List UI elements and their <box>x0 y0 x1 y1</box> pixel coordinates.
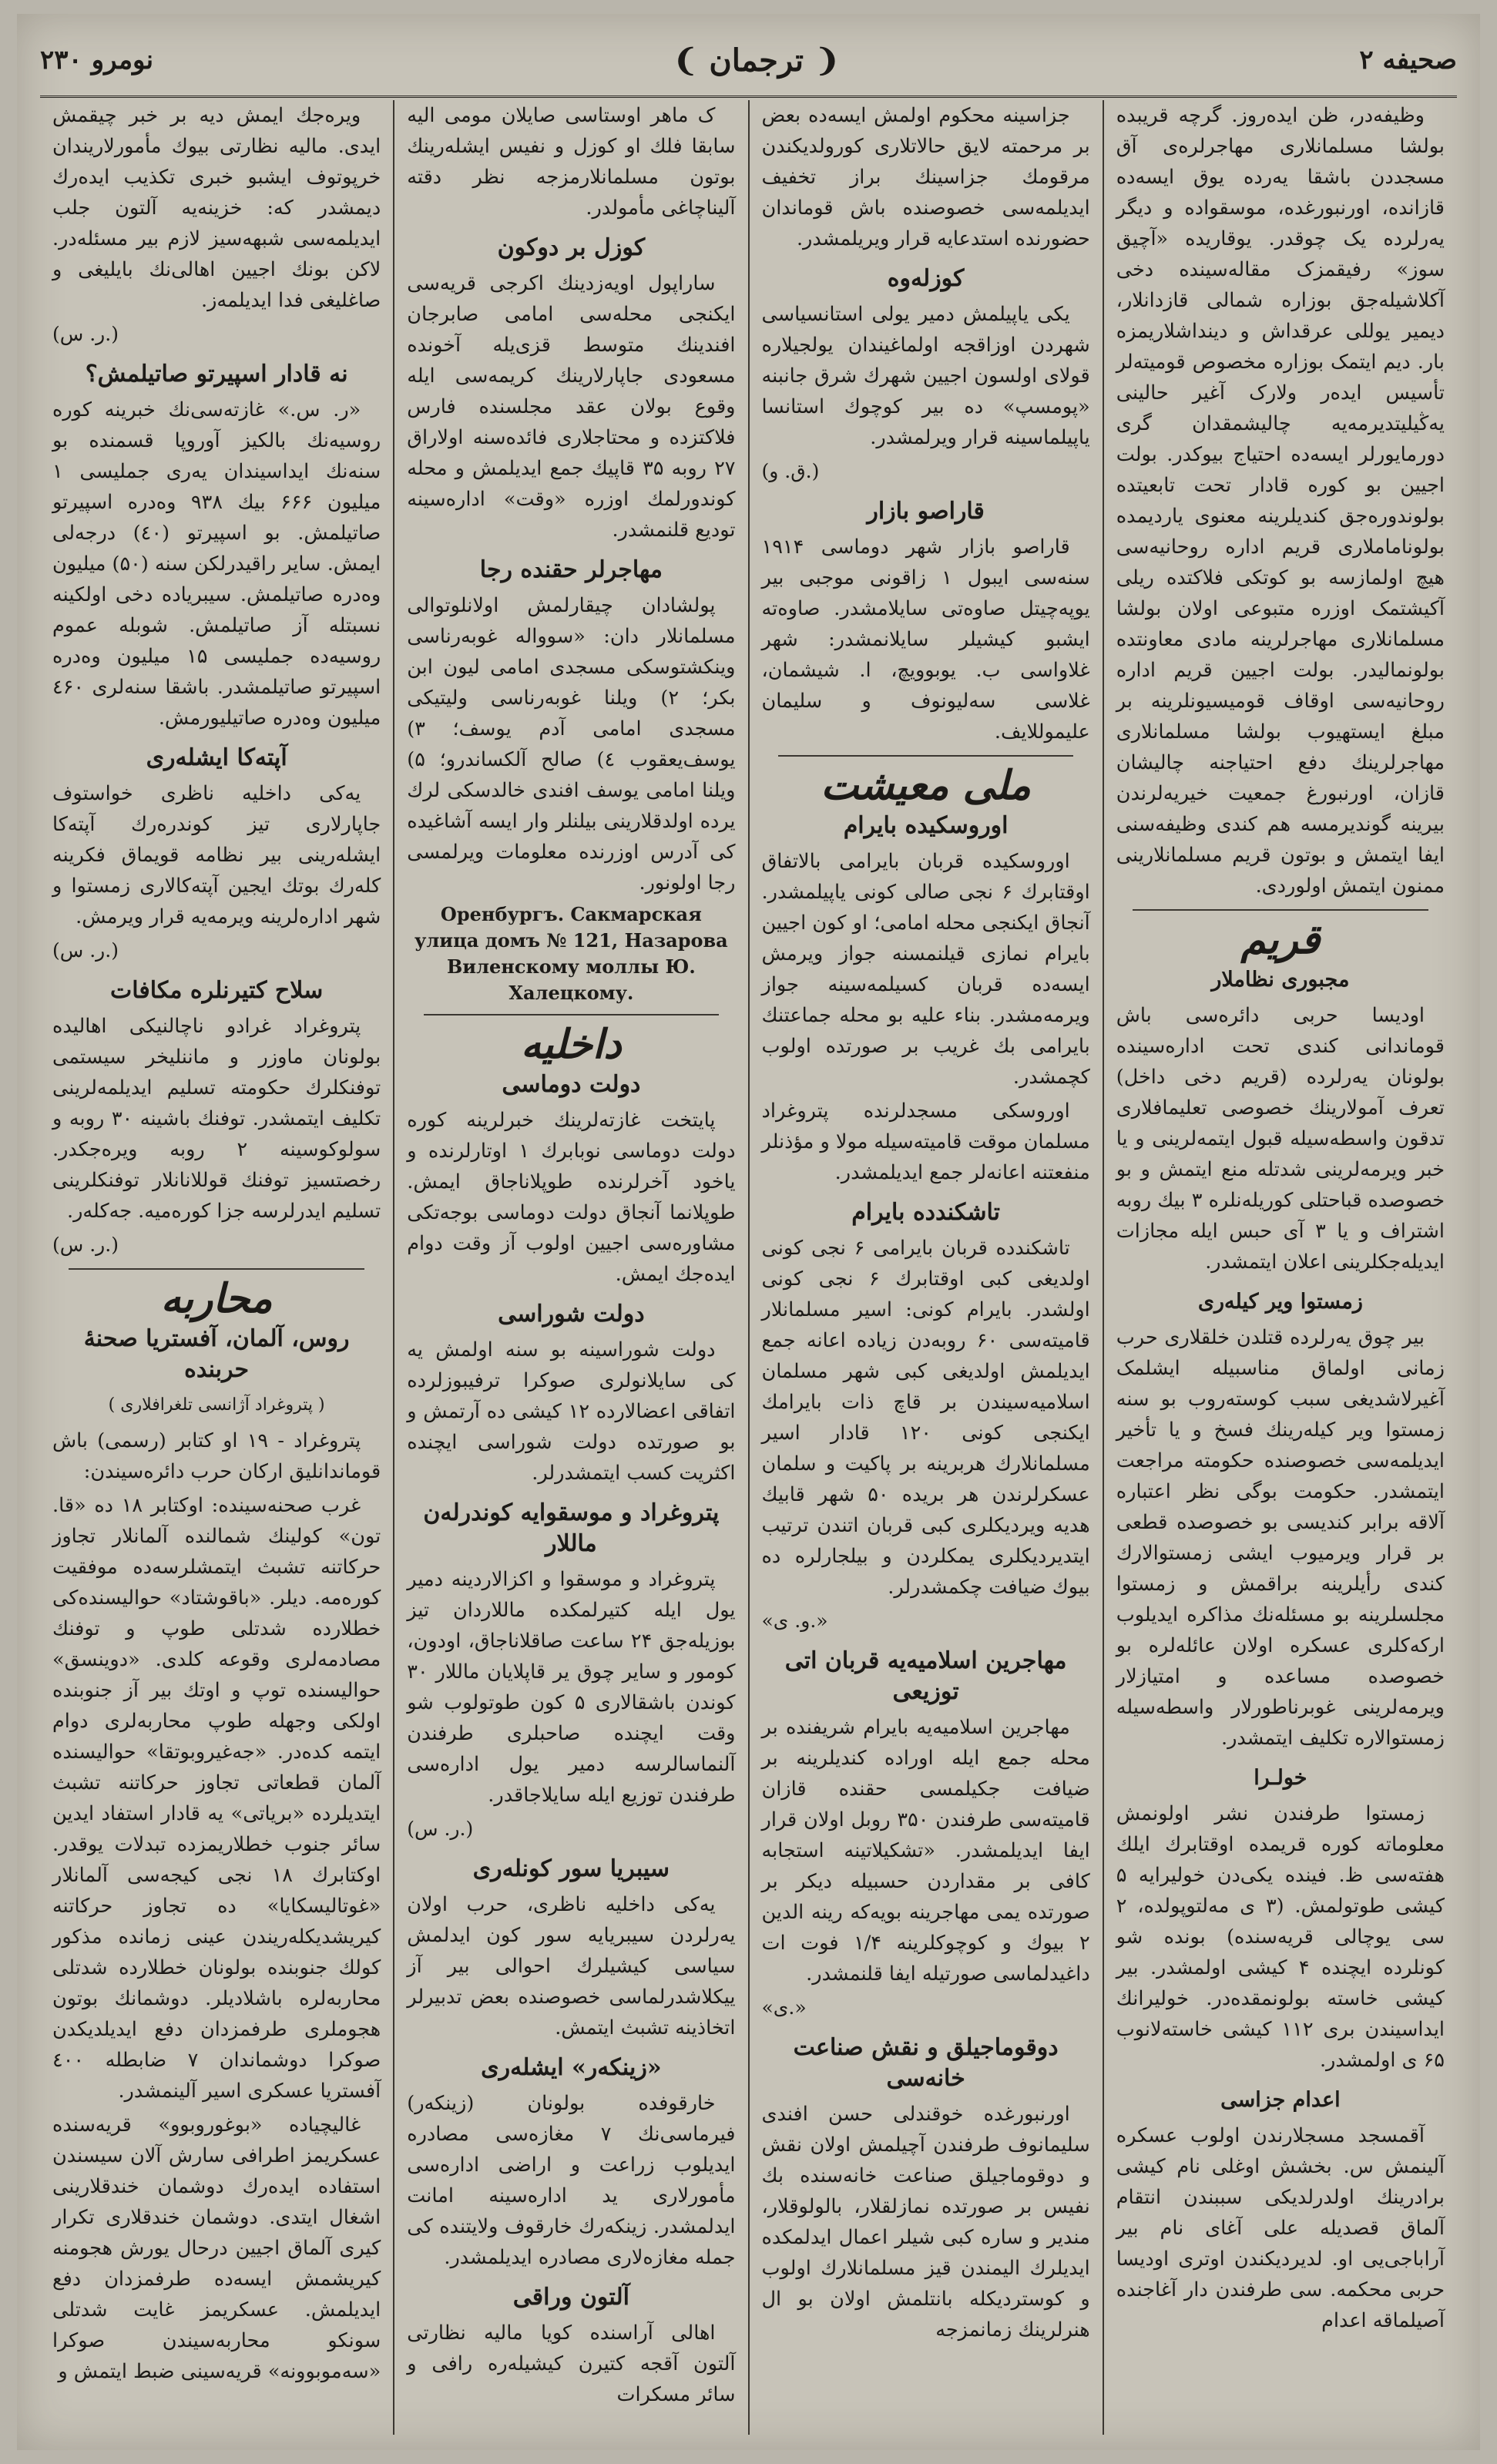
divider <box>778 755 1074 757</box>
paragraph: پتروغراد و موسقوا و اکزالاردینه دمیر یول ایله کتیرلمکده ماللاردان تیز بوزیله‌جق ۲۴ ساعت صاقلاناجاق، اودون، کومور و سایر چوق یر قاپلایان ماللار ۳۰ کوندن باشقالاری ۵ کون طوتولوب شو وقت ایچنده صاحبلری طرفندن آلنماسالرسه دمیر یول اداره‌سی طرفندن توزیع ایله سایلاجاقدر. <box>407 1568 736 1807</box>
article-title: اوروسکیده بایرام <box>843 812 1009 839</box>
paragraph: غالیچیاده «بوغوروبوو» قریه‌سنده عسکریمز اطرافی سارش آلان سیسندن استفاده ایده‌رك دوشمان خندقلارینی اشغال ایتدی. دوشمان خندقلاری تکرار کیری آلماق اجیین درحال یورش هجومنه کیریشمش ایسه‌ده طرفمزدان دفع ایدیلمش. عسکریمز غایت شدتلی سونکو محاربه‌سیندن صوکرا «سه‌موبوونه» قریه‌سینی ضبط ایتمش و <box>52 2113 381 2383</box>
subheading: مجبوری نظاملار <box>1211 968 1350 992</box>
paragraph: ساراپول اویه‌زدینك اکرجی قریه‌سی ایکنجی محله‌سی امامی صابرجان افندینك متوسط قزی‌یله آخونده مسعودی جاپارلارینك کریمه‌سی ایله وقوع بولان عقد مجلسنده فارس فلاکتزده و محتاجلاری فائده‌سنه اولاراق ۲۷ روبه ۳۵ قاپیك جمع ایدیلمش و محله کوندورلمك اوزره «وقت» اداره‌سینه تودیع قلنمشدر. <box>407 272 736 542</box>
subheading: خولـرا <box>1254 1766 1307 1790</box>
signature: «و. ی.» <box>761 1610 828 1632</box>
paragraph: مهاجرین اسلامیه‌یه بایرام شریفنده بر محله جمع ایله اوراده کندیلرینه بر ضیافت جکیلمسی حقنده قازان قامیته‌سی طرفندن ۳۵۰ روبل اولان قرار ایفا ایدیلمشدر. «تشکیلاتینه استجابه کافی بر مقداردن حسبیله دیکر بر صورتده یمی مهاجرینه بویه‌که رینه الدین ۲ بیوك و کوچوکلرینه ۱/۴ فوت ات داغیدلماسی صورتیله ایفا قلنمشدر. <box>761 1716 1090 1986</box>
article-title: کوزله‌وه <box>887 265 965 292</box>
paragraph: اودیسا حربی دائره‌سی باش قوماندانی کندی تحت اداره‌سینده بولونان یه‌رلرده (قریم دخی داخل) تعرف آمولارینك خصوصی تعلیمافلاری تدقون واسطه‌سیله قبول ایتمه‌لرینی و یا خبر ویرمه‌لرینی شدتله منع ایتمش و بو خصوصده قباحتلی کوریله‌نلره ۳ بیك روبه اشتراف و یا ۳ آی حبس ایله مجازات ایدیله‌جکلرینی اعلان ایتمشدر. <box>1116 1004 1445 1274</box>
article-title: مهاجرین اسلامیه‌یه قربان اتی توزیعی <box>784 1647 1067 1705</box>
newspaper-page <box>17 14 1480 2450</box>
article-title: آلتون وراقی <box>512 2284 629 2311</box>
section-heading-qirim: قریم <box>1240 916 1321 963</box>
paragraph: غرب صحنه‌سینده: اوکتابر ۱۸ ده «قا. تون» کولینك شمالنده آلمانلار تجاوز حرکاتنه تشبث ایتمشلرسه‌ده موفقیت کوره‌مه. دیلر. «باقوشتاد» حوالیسنده‌کی خطلارده شدتلی طوپ و توفنك مصادمه‌لری وقوعه کلدی. «دوینسق» حوالیسنده توپ و اوتك بیر آز جنوبنده اولکی وجهله طوپ محاربه‌لری دوام ایتمه کده‌در. «جه‌غیروبوتقا» حوالیسنده آلمان قطعاتی تجاوز حرکاتنه تشبث ایتدیلرده «بریاتی» یه قادار استفاد ایدین سائر جنوب خطلاریمزده تبدلات یوقدر. اوکتابرك ۱۸ نجی کیجه‌سی آلمانلار «غوتالیسکایا» ده تجاوز حرکاتنه کیریشدیکله‌ریندن عینی زمانده مذکور کولك جنوبنده بولونان خطلارده شدتلی محاربه‌لره باشلادیلر. دوشمانك بوتون هجوملری طرفمزدان دفع ایدیلدیکدن صوکرا دوشماندان ۷ ضابطله ٤۰۰ آفستریا عسکری اسیر آلینمشدر. <box>52 1494 381 2103</box>
column-3 <box>393 100 747 2435</box>
subheading: اعدام جزاسی <box>1220 2088 1341 2112</box>
paragraph: «ر. س.» غازته‌سی‌نك خبرینه کوره روسیه‌نك بالکیز آوروپا قسمنده بو سنه‌نك ایداسیندان یه‌ری جملیسی ۱ میلیون ۶۶۶ بیك ۹۳۸ وه‌دره اسپیرتو صاتیلمش. بو اسپیرتو (٤۰) درجه‌لی ایمش. سایر راقیدرلکن سنه (۵۰) میلیون وه‌دره صاتیلمش. سیبریاده دخی اولکینه نسبتله آز صاتیلمش. شوبله عموم روسیه‌ده جملیسی ۱۵ میلیون وه‌دره اسپیرتو صاتیلمشدر. باشقا سنه‌لری ٤۶۰ میلیون وه‌دره صاتیلیورمش. <box>52 398 381 730</box>
section-heading-muharebe: محاربه <box>160 1275 273 1322</box>
signature: (ر. س.) <box>52 939 119 962</box>
article-title: نه قادار اسپیرتو صاتیلمش؟ <box>85 361 348 388</box>
paragraph: خارقوفده بولونان (زینکه‌ر) فیرماسی‌نك ۷ مغازه‌سی مصادره ایدیلوب زراعت و اراضی اداره‌سی مأمورلاری ید اداره‌سینه امانت ایدلمشدر. زینکه‌رك خارقوف ولایتنده‌ کی جمله مغازه‌لاری مصادره ایدیلمشدر. <box>407 2092 736 2269</box>
paragraph: قاراصو بازار شهر دوماسی ۱۹۱۴ سنه‌سی ایبول ۱ زاقونی موجبی بیر یوپه‌چیتل صاوه‌تی سایلامشدر. صاوه‌ته ایشبو کیشیلر سایلانمشدر: شهر غلاواسی ب. یوبوویچ، ا. شیشمان، غلاسی سه‌لیونوف و سلیمان علیموللایف. <box>761 535 1090 744</box>
divider <box>424 1014 720 1015</box>
article-source: ( پتروغراد آژانسی تلغرافلاری ) <box>108 1395 325 1415</box>
paragraph: یکی یاپیلمش دمیر یولی استانسیاسی شهردن اوزاقجه اولماغیندان یولجیلاره قولای اولسون اجیین شهرك شرق جانبنه «پومسپ» ده بیر کوچوك استانسا یاپیلماسینه قرار ویرلمشدر. <box>761 303 1090 449</box>
article-title: دوقوماجیلق و نقش صناعت خانه‌سی <box>793 2034 1059 2092</box>
article-title: دولت شوراسی <box>498 1301 645 1328</box>
article-title: قاراصو بازار <box>867 498 985 525</box>
article-title: دولت دوماسی <box>502 1071 641 1098</box>
paragraph: دولت شوراسینه بو سنه اولمش یه‌ کی سایلانولری صوکرا ترفیبوزلرده اتفاقی اعضالارده ۱۲ کیشی ده آرتمش و بو صورتده دولت شوراسی ایچنده اکثریت کسب ایتمشدرلر. <box>407 1338 736 1485</box>
signature: (ر. س.) <box>52 1234 119 1256</box>
paragraph: ک ماهر اوستاسی صایلان مومی الیه سابقا فلك او کوزل و نفیس ایشله‌رینك بوتون مسلمانلارمزجه نظر دقته آلیناچاغی مأمولدر. <box>407 104 736 220</box>
signature: (ر. س.) <box>407 1818 474 1840</box>
columns <box>40 100 1457 2435</box>
divider <box>69 1268 364 1270</box>
paragraph: اوروسکی مسجدلرنده پتروغراد مسلمان موقت قامیته‌سیله مولا و مؤذنلر منفعتنه اعانه‌لر جمع ایدیلمشدر. <box>761 1099 1090 1184</box>
paragraph: اورنبورغده خوقندلی حسن افندی سلیمانوف طرفندن آچیلمش اولان نقش و دوقوماجیلق صناعت خانه‌سنده بك نفیس بر صورتده نمازلقلار، بالولوقلار، مندیر و ساره کبی شیلر اعمال ایدلمکده ایدیلرك الیمندن قیز مسلمانلارك اولوب و کوستردیکله بانتلمش اولان بو ال هنرلرینك زمانمزجه <box>761 2103 1090 2341</box>
paragraph: آقمسجد مسجلارندن اولوب عسکره آلینمش س. بخشش اوغلی نام کیشی برادرینك اولدرلدیکی سببندن انتقام آلماق قصدیله علی آغای نام بیر آراباجی‌یی او. لدیردیکندن اوتری اودیسا حربی محکمه. سی طرفندن دار آغاجنده آصیلماقه اعدام <box>1116 2124 1445 2332</box>
paragraph: جزاسینه محکوم اولمش ایسه‌ده بعض بر مرحمته لایق حالاتلاری کورولدیکندن مرقومك جزاسینك براز تخفیف ایدیلمه‌سی خصوصنده باش قوماندان حضورنده استدعایه قرار ویریلمشدر. <box>761 104 1090 250</box>
masthead: ❨ ترجمان ❩ <box>673 42 841 79</box>
paragraph: یه‌کی داخلیه ناظری، حرب اولان یه‌رلردن سیبریایه سور کون ایدلمش سیاسی کیشیلرك احوالی بیر آز ییکلاشدرلماسی خصوصنده بعض تدبیرلر اتخاذینه تشبث ایتمش. <box>407 1893 736 2039</box>
section-heading-milli-maishat: ملی معیشت <box>821 762 1031 809</box>
article-title: روس، آلمان، آفستریا صحنهٔ حربنده <box>83 1325 350 1383</box>
paragraph: بیر چوق یه‌رلرده قتلدن خلقلاری حرب زمانی اولماق مناسبیله ایشلمک آغیرلاشدیغی سبب کوسته‌روب بو سنه زمستوا ویر کیله‌رینك فسخ و یا تأخیر ایدیلمه‌سی خصوصنده حکومته مراجعت ایتمشدر. حکومت بوگی نظر اعتباره آلاقه برابر کندیسی بو خصوصده قطعی بر قرار ویرمیوب ایشی زمستوا‌لارك کندی رأیلرینه براقمش و زمستوا مجلسلرینه بو مسئله‌نك مذاکره ایدیلوب ارکه‌کلری عسکره اولان عائله‌لره بو خصوصده مساعده و امتیازلار ویرمه‌لرینی غوبرنا‌طورلار واسطه‌سیله زمستوا‌لاره تکلیف ایتمشدر. <box>1116 1326 1445 1750</box>
column-2 <box>748 100 1103 2435</box>
article-title: «زینکه‌ر» ایشله‌ری <box>481 2054 662 2081</box>
page-number: صحیفه ۲ <box>1359 45 1457 76</box>
paragraph: ویره‌جك ایمش دیه بر خبر چیقمش ایدی. مالیه نظارتی بیوك مأمورلاریندان خرپوتوف ایشبو خبری تکذیب ایده‌رك دیمشدر که: خزینه‌یه آلتون جلب ایدیلمه‌سی شبهه‌سیز لازم بیر مسئله‌در. لاکن بونك اجیین اهالی‌نك بایلیغی و صاغلیغی فدا ایدیلمه‌ز. <box>52 104 381 312</box>
paragraph: تاشکندده قربان بایرامی ۶ نجی کونی اولدیغی کبی اوقتابرك ۶ نجی کونی اولشدر. بایرام کونی: اسیر مسلمانلار قامیته‌سی ۶۰ روبه‌دن زیاده اعانه جمع ایدیلمش اولدیغی کبی شهر مسلمان اسلامیه‌سیندن بر قاچ ذات بایرامك ایکنجی کونی ۱۲۰ قادار اسیر مسلمانلارك هربرینه بر پاکیت و سلمان عسکرلرندن هر بریده ۵۰ شهر قابیك هدیه ویردیکلری کبی قربان اتندن ترتیب ایتدیردیکلری یمکلردن و بیلجارلره ده بیوك ضیافت چکمشدرلر. <box>761 1237 1090 1599</box>
paragraph: پتروغراد - ۱۹ او کتابر (رسمی) باش قوماندانلیق ارکان حرب دائره‌سیندن: <box>52 1429 381 1483</box>
signature: (ر. س.) <box>52 323 119 345</box>
article-title: آپته‌کا ایشله‌ری <box>146 744 287 771</box>
paragraph: اوروسکیده قربان بایرامی بالاتفاق اوقتابرك ۶ نجی صالی کونی یاپیلمشدر. آنجاق ایکنجی محله امامی؛ او کون اجیین بایرام نمازی قیلنمسنه جواز ویرمش ایسه‌ده قربان کسیلمه‌سینه جواز ویرمه‌مشدر. بناء علیه بو محله جماعتنك بایرامی بك غریب بر صورتده اولوب کچمشدر. <box>761 850 1090 1089</box>
signature: «ی.» <box>761 1996 807 2019</box>
paragraph: یه‌کی داخلیه ناظری خواستوف جاپارلاری تیز کوندره‌رك آپته‌کا ایشله‌رینی بیر نظامه قویماق فکرینه کله‌رك بوتك ایجین آپته‌کالاری زمستوا و شهر اداره‌لرینه ویرمه‌یه قرار ویرمش. <box>52 782 381 928</box>
article-title: کوزل بر دوکون <box>497 234 646 261</box>
russian-address: Оренбургъ. Сакмарская улица домъ № 121, Назарова Виленскому моллы Ю. Халецкому. <box>415 903 728 1004</box>
paragraph: پایتخت غازته‌لرینك خبرلرینه کوره دولت دوماسی نوبابرك ۱ اوتارلرنده و یاخود آخرلرنده طوپلاناجاق ایمش. طوپلانما آنجاق دولت دوماسی بوجه‌تکی مشاوره‌سی اجیین اولوب آز وقت دوام ایده‌جك ایمش. <box>407 1109 736 1286</box>
issue-number: نومرو ۲۳۰ <box>40 45 154 76</box>
column-1 <box>1103 100 1457 2435</box>
article-title: پتروغراد و موسقوایه کوندرله‌ن ماللار <box>423 1499 720 1557</box>
section-heading-dakhiliye: داخلیه <box>521 1021 622 1068</box>
subheading: زمستوا ویر کیله‌ری <box>1197 1290 1363 1314</box>
article-continuation: وظیفه‌در، ظن ایده‌روز. گرچه قریبده بولشا مسلمانلاری مهاجرلره‌ی آق مسجددن باشقا یه‌رده یوق ایسه‌ده قازانده، اورنبورغده، موسقواده و دیگر یه‌رلرده یک چوقدر. یوقاریده «آچیق سوز» رفیقمزک مقاله‌سینده دخی آکلاشیله‌جق بوزاره شمالی قازدانلار، دیمیر یوللی عرقداش و دیندا‌شلاریمزه بار. دیم ایتمک بوزاره مخصوص قومیته‌لر تأسیس ایده‌ر ولارک آغیر حالینی یه‌ڭیلیتدیرمه‌یه چالیشمقدان گری دورمایورلر ایسه‌ده احتیاج بیوکدر. بولت اجیین بو کوره قادار تحت تابعیتده بولوندوره‌جق کندیلرینه معنوی یاردیمده بولوناماملاری قریم اداره روحانیه‌سی هیچ اولمازسه بو کوتکی فلاکتده ریلی آکیشتمک اوزره متبوعی اولان بولشا مسلمانلاری مهاجرلرینه مادی معاونتده بولونمالیدر. بولت اجیین قریم اداره روحانیه‌سی اوقاف قومیسیونلرینه بر مبلغ ایستهیوب بولشا مسلمانلاری مهاجرلرینك دفع احتیاجنه چالیشان قازان، اورنبورغ جمعیت خیریه‌لرندن بیرینه گوندیرمسه هم کندی وظیفه‌سنی ایفا ایتمش و بوتون قریم مسلمانلارینی ممنون ایتمش اولوردی. <box>1116 104 1445 898</box>
paragraph: پتروغراد غرادو ناچالنیکی اهالیده بولونان ماوزر و ماننلیخر سیستمی توفنکلرك حکومته تسلیم ایدیلمه‌لرینی تکلیف ایتمشدر. توفنك باشینه ۳۰ روبه و سولوکوسینه ۲ روبه ویره‌جکدر. رخصتسیز توفنك قوللانانلار توفنکلرینی تسلیم ایدرلرسه جزا کوره‌میه. جه‌کله‌ر. <box>52 1015 381 1223</box>
article-title: سیبریا سور کونله‌ری <box>472 1855 670 1882</box>
article-title: مهاجرلر حقنده رجا <box>479 556 663 583</box>
article-title: سلاح کتیرنلره مکافات <box>109 977 324 1004</box>
paragraph: اهالی آراسنده کویا مالیه نظارتی آلتون آقجه کتیرن کیشیله‌ره رافی و سائر مسکرات <box>407 2321 736 2406</box>
page-header <box>40 25 1457 98</box>
paragraph: زمستوا طرفندن نشر اولونمش معلوماته کوره قریمده اوقتابرك ایلك هفته‌سی ظ. فینده یکی‌دن خولیرایه ۵ کیشی طوتولمش. (۳ ی مه‌لتوپولده، ۲ سی یوچالی قریه‌سنده) بونده شو کونلرده ایچنده ۴ کیشی اولمشدر. بیر کیشی خاسته بولونمقده‌در. خولیرانك ایداسیندن بری ۱۱۲ کیشی خاسته‌لانوب ۶۵ ی اولمشدر. <box>1116 1802 1445 2072</box>
signature: (ق. و.) <box>761 460 820 482</box>
column-4 <box>40 100 393 2435</box>
article-title: تاشکندده بایرام <box>851 1199 1001 1226</box>
divider <box>1133 909 1428 911</box>
paragraph: پولشادان چیقارلمش اولانلوتوالی مسلمانلار دان: «سوواله غوبه‌رناسی وینکشتوسکی مسجدی امامی لیون ابن بکر؛ ۲) ویلنا غوبه‌رناسی ولیتیکی مسجدی امامی آدم یوسف؛ ۳) یوسف‌یعقوب ٤) صالح آلکساندرو؛ ۵) ویلنا امامی یوسف افندی خالدسکی لرك یرده اولدقلارینی بیلنلر وار ایسه آشاغیده کی آدرس اوزرنده معلومات ویرلمسی رجا اولونور. <box>407 594 736 895</box>
